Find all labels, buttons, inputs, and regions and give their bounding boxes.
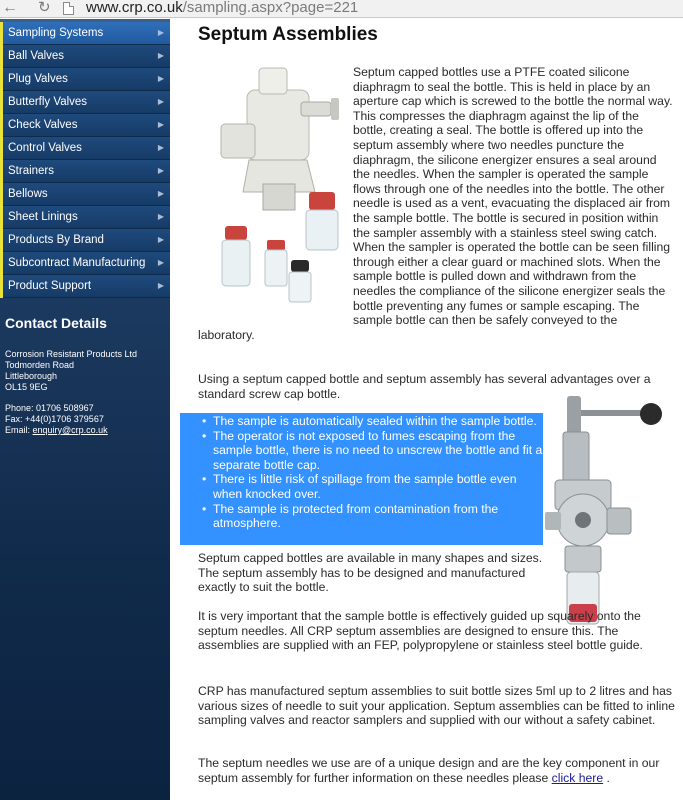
needles-end: .	[603, 770, 610, 785]
shapes-paragraph: Septum capped bottles are available in many shapes and sizes. The septum assembly has to be designed and manufactured exactly to suit the bottle.	[198, 551, 543, 595]
url-host: www.crp.co.uk	[86, 0, 183, 16]
sidebar-item-label: Bellows	[8, 188, 48, 200]
arrow-right-icon: ▶	[157, 166, 164, 175]
url-field[interactable]	[86, 0, 358, 16]
sidebar-item-plug-valves[interactable]	[0, 68, 170, 91]
arrow-right-icon: ▶	[157, 28, 164, 37]
sidebar-item-label: Check Valves	[8, 119, 78, 131]
arrow-right-icon: ▶	[157, 97, 164, 106]
arrow-right-icon: ▶	[157, 143, 164, 152]
sidebar-item-butterfly-valves[interactable]	[0, 91, 170, 114]
reload-icon[interactable]: ↻	[38, 0, 51, 16]
contact-title: Contact Details	[5, 315, 107, 331]
address-bar	[0, 0, 683, 18]
guidance-paragraph: It is very important that the sample bottle is effectively guided up squarely onto the septum needles. All CRP septum assemblies are designed to ensure this. The assemblies are supplied with an FEP, polypropylene or stainless steel bottle guide.	[198, 609, 643, 653]
advantages-list-selected	[180, 413, 543, 545]
contact-phone: Phone: 01706 508967	[5, 403, 94, 413]
sidebar-item-label: Sampling Systems	[8, 27, 104, 39]
contact-road: Todmorden Road	[5, 360, 75, 370]
contact-postcode: OL15 9EG	[5, 382, 48, 392]
sidebar-item-label: Butterfly Valves	[8, 96, 88, 108]
needles-paragraph	[198, 756, 683, 785]
sidebar-item-label: Products By Brand	[8, 234, 104, 246]
sidebar-menu	[0, 22, 170, 298]
sidebar-item-strainers[interactable]	[0, 160, 170, 183]
list-item: • There is little risk of spillage from the sample bottle even when knocked over.	[180, 472, 543, 501]
click-here-link[interactable]: click here	[551, 770, 604, 785]
contact-fax: Fax: +44(0)1706 379567	[5, 414, 104, 424]
list-item: • The sample is automatically sealed within the sample bottle.	[180, 414, 543, 429]
contact-company: Corrosion Resistant Products Ltd	[5, 349, 138, 359]
arrow-right-icon: ▶	[157, 281, 164, 290]
page-icon	[63, 2, 74, 15]
contact-email-label: Email:	[5, 425, 33, 435]
sidebar	[0, 19, 170, 800]
sidebar-item-label: Strainers	[8, 165, 55, 177]
sidebar-item-label: Ball Valves	[8, 50, 65, 62]
sampling-valve-photo	[545, 392, 681, 640]
sidebar-item-check-valves[interactable]	[0, 114, 170, 137]
intro-paragraph	[198, 65, 673, 342]
arrow-right-icon: ▶	[157, 120, 164, 129]
contact-town: Littleborough	[5, 371, 58, 381]
sidebar-item-sheet-linings[interactable]	[0, 206, 170, 229]
list-item: • The sample is protected from contamination from the atmosphere.	[180, 502, 543, 531]
sidebar-item-label: Product Support	[8, 280, 92, 292]
sidebar-item-bellows[interactable]	[0, 183, 170, 206]
arrow-right-icon: ▶	[157, 74, 164, 83]
sidebar-item-label: Subcontract Manufacturing	[8, 257, 146, 269]
url-path: /sampling.aspx?page=221	[182, 0, 359, 16]
arrow-right-icon: ▶	[157, 189, 164, 198]
sidebar-item-label: Control Valves	[8, 142, 82, 154]
bottle-sizes-paragraph: CRP has manufactured septum assemblies to suit bottle sizes 5ml up to 2 litres and has various sizes of needle to suit your application. Septum assemblies can be fitted to inline sampling valves and reactor samplers and supplied with our without a safety cabinet.	[198, 684, 675, 728]
arrow-right-icon: ▶	[157, 235, 164, 244]
sidebar-item-subcontract-manufacturing[interactable]	[0, 252, 170, 275]
sidebar-item-label: Sheet Linings	[8, 211, 78, 223]
sidebar-item-product-support[interactable]	[0, 275, 170, 298]
intro-text: Septum capped bottles use a PTFE coated silicone diaphragm to seal the bottle. This is held in place by an aperture cap which is screwed to the bottle the normal way. This compresses the diaphragm against the lip of the bottle, creating a seal. The bottle is offered up into the septum assembly where two needles puncture the diaphragm, the silicone energizer ensures a seal around the needles. When the sampler is operated the sample flows through one of the needles into the bottle. The other needle is used as a vent, evacuating the displaced air from the sample bottle. The bottle is secured in position within the sampler assembly with a stainless steel swing catch. When the sampler is operated the bottle can be seen filling through either a clear guard or machined slots. When the sample bottle is pulled down and withdrawn from the needles the compliance of the silicone energizer seals the bottle preventing any fumes or sample escaping. The sample bottle can then be safely conveyed to the laboratory.	[198, 65, 673, 342]
sidebar-item-label: Plug Valves	[8, 73, 68, 85]
advantages-intro: Using a septum capped bottle and septum assembly has several advantages over a standard screw cap bottle.	[198, 372, 651, 401]
needles-text: The septum needles we use are of a unique design and are the key component in our septum assembly for further information on these needles please	[198, 756, 660, 785]
list-item: • The operator is not exposed to fumes escaping from the sample bottle, there is no need to unscrew the bottle and fit a separate bottle cap.	[180, 429, 543, 473]
sidebar-item-sampling-systems[interactable]	[0, 22, 170, 45]
sidebar-item-ball-valves[interactable]	[0, 45, 170, 68]
arrow-right-icon: ▶	[157, 212, 164, 221]
sidebar-item-control-valves[interactable]	[0, 137, 170, 160]
arrow-right-icon: ▶	[157, 51, 164, 60]
contact-details	[5, 349, 137, 436]
contact-email-link[interactable]: enquiry@crp.co.uk	[32, 425, 108, 435]
sidebar-item-products-by-brand[interactable]	[0, 229, 170, 252]
contact-email-row	[5, 425, 137, 436]
arrow-right-icon: ▶	[157, 258, 164, 267]
back-arrow-icon[interactable]: ←	[2, 0, 18, 16]
page-title: Septum Assemblies	[198, 24, 378, 45]
